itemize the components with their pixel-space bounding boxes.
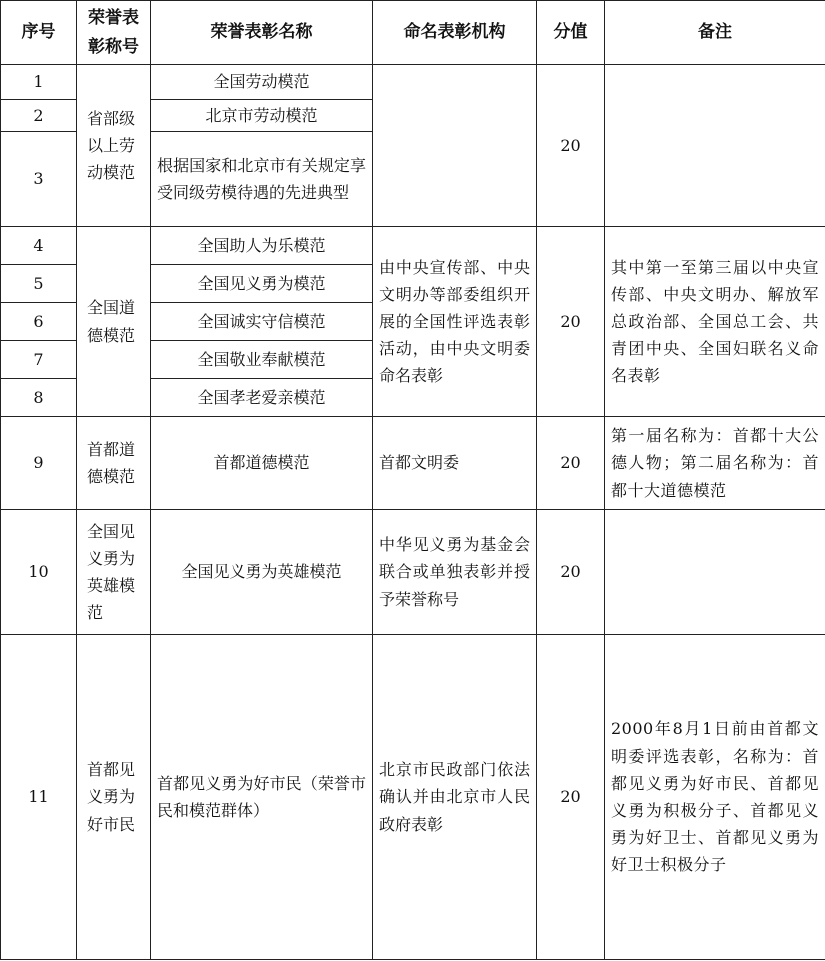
table-row <box>1 65 825 100</box>
org-cell <box>373 65 537 227</box>
honor-name: 北京市劳动模范 <box>151 100 373 132</box>
honor-name: 全国敬业奉献模范 <box>151 341 373 379</box>
note-cell: 第一届名称为：首都十大公德人物；第二届名称为：首都十大道德模范 <box>605 417 825 510</box>
honor-name: 全国见义勇为模范 <box>151 265 373 303</box>
category-cell: 首都道德模范 <box>77 417 151 510</box>
row-seq: 4 <box>1 227 77 265</box>
row-seq: 8 <box>1 379 77 417</box>
score-cell: 20 <box>537 510 605 635</box>
score-cell: 20 <box>537 417 605 510</box>
header-org: 命名表彰机构 <box>373 1 537 65</box>
honor-name: 全国见义勇为英雄模范 <box>151 510 373 635</box>
table-row <box>1 417 825 510</box>
table-row <box>1 510 825 635</box>
note-cell <box>605 65 825 227</box>
org-cell: 北京市民政部门依法确认并由北京市人民政府表彰 <box>373 635 537 960</box>
row-seq: 6 <box>1 303 77 341</box>
row-seq: 10 <box>1 510 77 635</box>
row-seq: 7 <box>1 341 77 379</box>
row-seq: 3 <box>1 132 77 227</box>
category-cell: 全国道德模范 <box>77 227 151 417</box>
org-cell: 由中央宣传部、中央文明办等部委组织开展的全国性评选表彰活动，由中央文明委命名表彰 <box>373 227 537 417</box>
header-note: 备注 <box>605 1 825 65</box>
header-category: 荣誉表彰称号 <box>77 1 151 65</box>
honor-name: 全国诚实守信模范 <box>151 303 373 341</box>
header-name: 荣誉表彰名称 <box>151 1 373 65</box>
score-cell: 20 <box>537 635 605 960</box>
category-cell: 全国见义勇为英雄模范 <box>77 510 151 635</box>
category-cell: 省部级以上劳动模范 <box>77 65 151 227</box>
honor-name: 全国劳动模范 <box>151 65 373 100</box>
honor-name: 首都见义勇为好市民（荣誉市民和模范群体） <box>151 635 373 960</box>
header-seq: 序号 <box>1 1 77 65</box>
honor-name: 根据国家和北京市有关规定享受同级劳模待遇的先进典型 <box>151 132 373 227</box>
table-row <box>1 227 825 265</box>
row-seq: 5 <box>1 265 77 303</box>
note-cell: 其中第一至第三届以中央宣传部、中央文明办、解放军总政治部、全国总工会、共青团中央、全国妇联名义命名表彰 <box>605 227 825 417</box>
row-seq: 9 <box>1 417 77 510</box>
row-seq: 11 <box>1 635 77 960</box>
org-cell: 中华见义勇为基金会联合或单独表彰并授予荣誉称号 <box>373 510 537 635</box>
table-row <box>1 635 825 960</box>
honor-name: 首都道德模范 <box>151 417 373 510</box>
row-seq: 2 <box>1 100 77 132</box>
honor-name: 全国助人为乐模范 <box>151 227 373 265</box>
category-cell: 首都见义勇为好市民 <box>77 635 151 960</box>
header-score: 分值 <box>537 1 605 65</box>
note-cell: 2000年8月1日前由首都文明委评选表彰，名称为：首都见义勇为好市民、首都见义勇为积极分子、首都见义勇为好卫士、首都见义勇为好卫士积极分子 <box>605 635 825 960</box>
score-cell: 20 <box>537 65 605 227</box>
header-row <box>1 1 825 65</box>
honor-name: 全国孝老爱亲模范 <box>151 379 373 417</box>
note-cell <box>605 510 825 635</box>
org-cell: 首都文明委 <box>373 417 537 510</box>
row-seq: 1 <box>1 65 77 100</box>
score-cell: 20 <box>537 227 605 417</box>
